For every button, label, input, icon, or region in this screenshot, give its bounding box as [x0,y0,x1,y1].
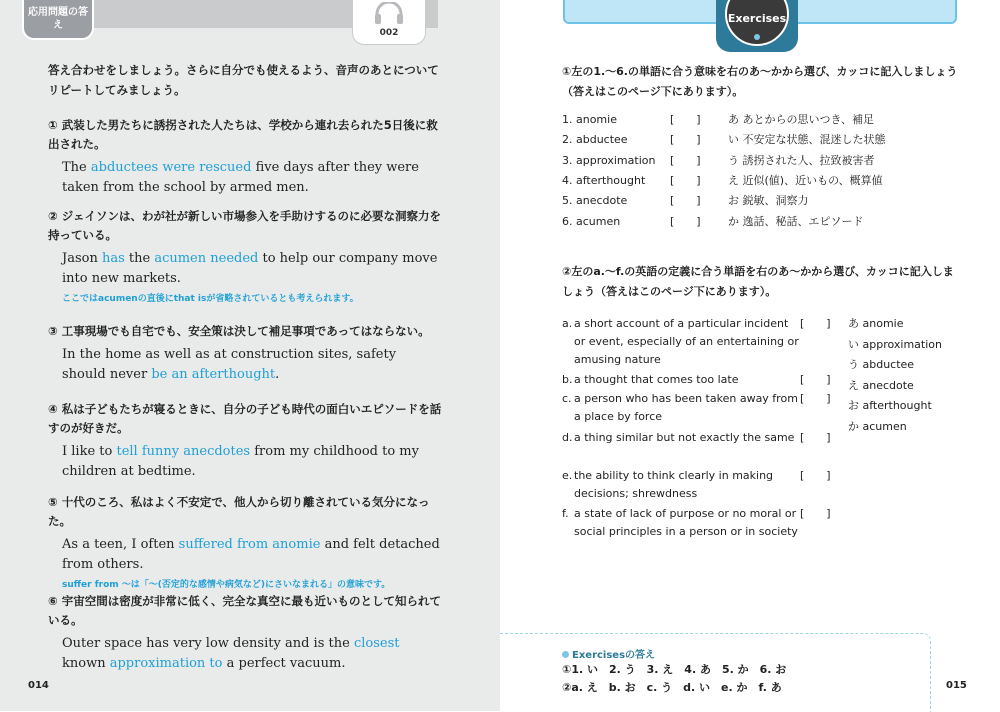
audio-track-badge[interactable] [352,0,426,45]
sentence-text: As a teen, I often [62,537,179,552]
q1-word: 5. anecdote [562,194,628,208]
badge-dot-icon [754,34,760,40]
sentence-text: five days after they were taken from the school by armed men. [62,160,419,195]
q1-word: 2. abductee [562,133,628,147]
example-english [62,634,443,674]
example-japanese: ② ジェイソンは、わが社が新しい市場参入を手助けするのに必要な洞察力を持っている。 [48,209,442,242]
example-japanese: ④ 私は子どもたちが寝るときに、自分の子ども時代の面白いエピソードを話すのが好きだ。 [48,402,442,435]
example-item [48,400,443,482]
q2-definition [562,371,802,389]
example-item [48,493,443,590]
q1-answer-bracket[interactable]: [ ] [670,214,701,228]
q1-answer-bracket[interactable]: [ ] [670,173,701,187]
q2-option: い approximation [848,337,942,351]
q2-letter: b. [562,373,573,386]
q2-option: お afterthought [848,399,932,412]
example-note: ここではacumenの直後にthat isが省略されているとも考えられます。 [62,294,359,304]
q1-meaning: う 誘拐された人、拉致被害者 [728,153,875,167]
headphones-icon [353,2,425,28]
q2-option: う abductee [848,358,915,371]
example-japanese: ③ 工事現場でも自宅でも、安全策は決して補足事項であってはならない。 [48,324,430,338]
highlighted-phrase: tell funny anecdotes [116,444,251,459]
example-english [62,158,443,198]
bullet-icon [562,651,569,658]
q1-word: 6. acumen [562,214,621,228]
answers-box [500,633,931,712]
q2-letter: e. [562,469,573,482]
highlighted-phrase: acumen needed [154,251,259,266]
answers-q1: ①1. い 2. う 3. え 4. あ 5. か 6. お [562,663,787,676]
q2-definition [562,315,802,369]
exercises-title: Exercises [725,0,789,46]
intro-text: 答え合わせをしましょう。さらに自分でも使えるよう、音声のあとについてリピートしてみましょう。 [48,63,439,97]
sentence-text: In the home as well as at construction sites, safety should never [62,347,397,382]
example-item [48,592,443,674]
q1-meaning: あ あとからの思いつき、補足 [728,113,875,126]
highlighted-phrase: abductees were rescued [90,160,252,175]
example-item [48,116,443,198]
highlighted-phrase: suffered from anomie [178,537,321,552]
highlighted-phrase: has [101,251,125,266]
example-item [48,207,443,304]
left-page [0,0,500,711]
q2-letter: a. [562,317,573,330]
answers-q2: ②a. え b. お c. う d. い e. か f. あ [562,681,782,694]
q1-word: 4. afterthought [562,173,646,187]
page-number-right: 015 [946,680,967,691]
q1-instruction: ①左の1.～6.の単語に合う意味を右のあ～かから選び、カッコに記入しましょう（答えはこのページ下にあります）。 [562,65,958,98]
example-note: suffer from ～は「～(否定的な感情や病気など)にさいなまれる」の意味です。 [62,580,391,590]
q1-word: 3. approximation [562,153,656,167]
example-english [62,345,443,385]
q2-option: あ anomie [848,317,904,330]
q2-definition-text: a person who has been taken away from a place by force [574,392,798,423]
q1-answer-bracket[interactable]: [ ] [670,113,701,126]
sentence-text: and felt detached from others. [62,537,440,572]
sentence-text: The [62,160,91,175]
q2-answer-bracket[interactable]: [ ] [800,392,831,405]
highlighted-phrase: closest [353,636,400,651]
q2-definition [562,429,802,447]
q1-word: 1. anomie [562,113,617,126]
q1-answer-bracket[interactable]: [ ] [670,133,701,147]
example-japanese: ⑤ 十代のころ、私はよく不安定で、他人から切り離されている気分になった。 [48,495,430,528]
sentence-text: Outer space has very low density and is the [62,636,354,651]
q2-instruction: ②左のa.～f.の英語の定義に合う単語を右のあ～かから選び、カッコに記入しましょう（答えはこのページ下にあります）。 [562,265,954,298]
answers-title: Exercisesの答え [562,646,655,661]
q2-answer-bracket[interactable]: [ ] [800,469,831,482]
q2-letter: d. [562,431,573,444]
sentence-text: known [62,656,110,671]
q2-answer-bracket[interactable]: [ ] [800,431,831,444]
exercises-badge [716,0,798,52]
highlighted-phrase: approximation to [109,656,223,671]
q2-letter: f. [562,507,569,520]
q2-answer-bracket[interactable]: [ ] [800,373,831,386]
sentence-text: the [124,251,155,266]
example-japanese: ① 武装した男たちに誘拐された人たちは、学校から連れ去られた5日後に救出された。 [48,118,438,151]
sentence-text: to help our company move into new markets. [62,251,438,286]
sentence-text: . [275,367,280,382]
q2-option: え anecdote [848,378,914,392]
q2-definition-text: a thought that comes too late [574,373,739,386]
example-japanese: ⑥ 宇宙空間は密度が非常に低く、完全な真空に最も近いものとして知られている。 [48,594,442,627]
q1-answer-bracket[interactable]: [ ] [670,153,701,167]
q1-meaning: お 鋭敏、洞察力 [728,194,809,208]
example-item [48,322,443,385]
sentence-text: from my childhood to my children at bedtime. [62,444,419,479]
q2-answer-bracket[interactable]: [ ] [800,507,831,520]
q1-meaning: え 近似(値)、近いもの、概算値 [728,173,883,187]
highlighted-phrase: be an afterthought [151,367,276,382]
q2-definition-text: the ability to think clearly in making decisions; shrewdness [574,469,774,500]
example-english [62,442,443,482]
section-label: 応用問題の答え [22,0,94,40]
q2-definition [562,467,802,503]
q2-definition [562,505,802,541]
q1-answer-bracket[interactable]: [ ] [670,194,701,208]
q2-definition [562,390,802,426]
q2-definition-text: a short account of a particular incident or event, especially of an entertaining or amusing nature [574,317,799,366]
audio-track-number: 002 [379,28,399,38]
q2-definition-text: a thing similar but not exactly the same [574,431,795,444]
sentence-text: Jason [62,251,102,266]
q1-meaning: い 不安定な状態、混迷した状態 [728,133,886,147]
q2-letter: c. [562,392,572,405]
sentence-text: I like to [62,444,117,459]
example-english [62,535,443,575]
example-english [62,249,443,289]
page-number-left: 014 [28,680,49,691]
right-page [500,0,1000,711]
q2-answer-bracket[interactable]: [ ] [800,317,831,330]
q2-definition-text: a state of lack of purpose or no moral or social principles in a person or in society [574,507,798,538]
q1-meaning: か 逸話、秘話、エピソード [728,214,864,228]
q2-option: か acumen [848,419,907,433]
sentence-text: a perfect vacuum. [222,656,346,671]
